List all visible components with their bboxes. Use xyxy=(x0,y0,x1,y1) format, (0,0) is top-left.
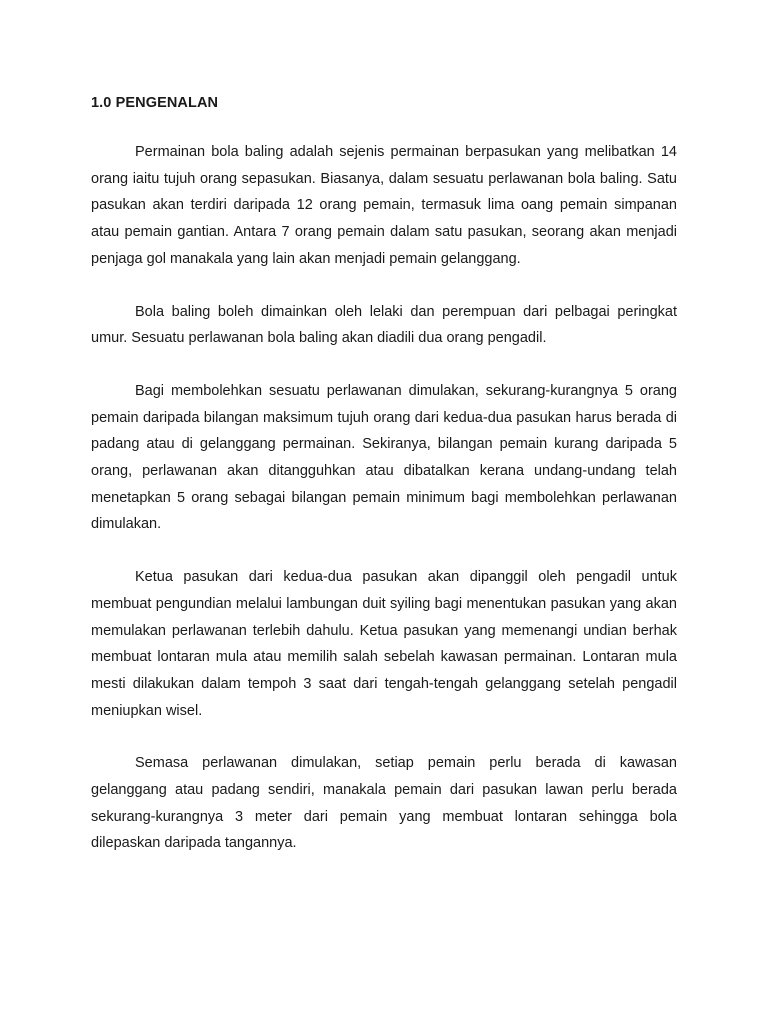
section-heading: 1.0 PENGENALAN xyxy=(91,95,219,111)
paragraph-5: Semasa perlawanan dimulakan, setiap pemain perlu berada di kawasan gelanggang atau padang sendiri, manakala pemain dari pasukan lawan perlu berada sekurang-kurangnya 3 meter dari pemain yang membuat lontaran sehingga bola dilepaskan daripada tangannya. xyxy=(91,755,677,852)
paragraph-1: Permainan bola baling adalah sejenis permainan berpasukan yang melibatkan 14 orang iaitu tujuh orang sepasukan. Biasanya, dalam sesuatu perlawanan bola baling. Satu pasukan akan terdiri daripada 12 orang pemain, termasuk lima oang pemain simpanan atau pemain gantian. Antara 7 orang pemain dalam satu pasukan, seorang akan menjadi penjaga gol manakala yang lain akan menjadi pemain gelanggang. xyxy=(91,144,677,267)
paragraph-2: Bola baling boleh dimainkan oleh lelaki dan perempuan dari pelbagai peringkat umur. Sesuatu perlawanan bola baling akan diadili dua orang pengadil. xyxy=(91,303,677,347)
paragraph-3: Bagi membolehkan sesuatu perlawanan dimulakan, sekurang-kurangnya 5 orang pemain daripada bilangan maksimum tujuh orang dari kedua-dua pasukan harus berada di padang atau di gelanggang permainan. Sekiranya, bilangan pemain kurang daripada 5 orang, perlawanan akan ditangguhkan atau dibatalkan kerana undang-undang telah menetapkan 5 orang sebagai bilangan pemain minimum bagi membolehkan perlawanan dimulakan. xyxy=(91,382,677,533)
paragraph-4: Ketua pasukan dari kedua-dua pasukan akan dipanggil oleh pengadil untuk membuat pengundian melalui lambungan duit syiling bagi menentukan pasukan yang akan memulakan perlawanan terlebih dahulu. Ketua pasukan yang memenangi undian berhak membuat lontaran mula atau memilih salah sebelah kawasan permainan. Lontaran mula mesti dilakukan dalam tempoh 3 saat dari tengah-tengah gelanggang setelah pengadil meniupkan wisel. xyxy=(91,569,677,719)
document-body xyxy=(91,93,677,883)
